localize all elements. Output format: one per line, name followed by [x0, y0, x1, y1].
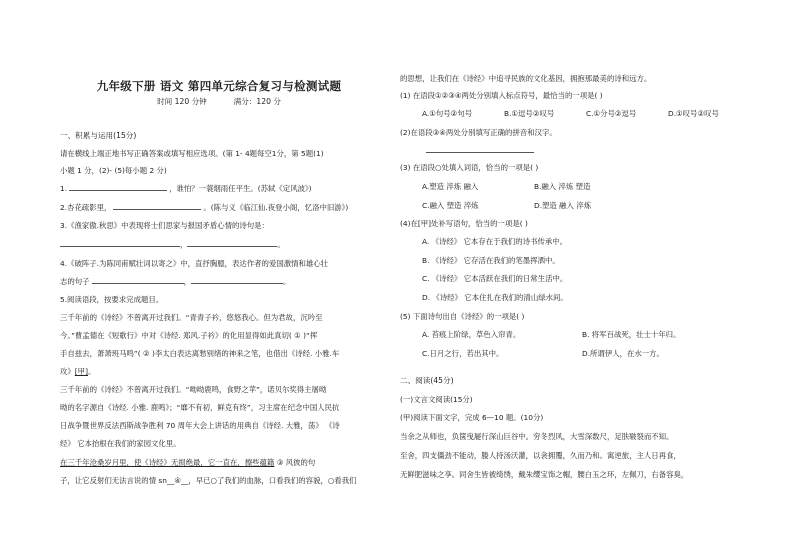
section-1-heading: 一、积累与运用(15分)	[60, 131, 137, 140]
option-5c: C.日月之行，若出其中。	[422, 349, 504, 358]
answer-blank	[191, 283, 283, 284]
instruction-line-1: 请在横线上端正地书写正确答案或填写相应选项。(第 1- 4题每空1分，第 5题(1)	[60, 149, 324, 158]
option-4c: C. 《诗经》 它本活跃在我们的日常生活中。	[422, 274, 568, 283]
instruction-line-2: 小题 1 分，(2)- (5)每小题 2 分)	[60, 166, 167, 175]
reading-passage-line-1: 当余之从师也，负箧曳屣行深山巨谷中。穷冬烈风，大雪深数尺，足肤皲裂而不知。	[400, 432, 674, 441]
exam-score: 满分：120 分	[233, 97, 281, 106]
passage-1-line-2: 今。”曹孟德在《短歌行》中对《诗经. 郑风.子衿》的化用显得如此真切( ① )“挥	[60, 331, 318, 340]
reading-instruction: (甲)阅读下面文字，完成 6—10 题。(10分)	[400, 413, 544, 422]
answer-blank	[60, 246, 180, 247]
exam-time: 时间 120 分钟	[157, 97, 207, 106]
passage-2-line-4: 经》 它本抬根在我们的家园文化里。	[60, 439, 181, 448]
reading-passage-line-3: 无鲜肥滋味之享。同舍生皆被绮绣，戴朱缨宝饰之帽，腰白玉之环，左佩刀，右备容臭，	[400, 470, 689, 479]
option-4a: A. 《诗经》 它本存在于我们的诗书传承中。	[422, 237, 568, 246]
option-5b: B. 将军百战死，壮士十年归。	[582, 330, 681, 339]
exam-meta	[60, 96, 378, 107]
option-5a: A. 苔痕上阶绿，草色入帘青。	[422, 330, 521, 339]
question-4-line-2: 志的句子 ， 。	[60, 277, 291, 286]
option-3b: B.融入 淬炼 塑造	[534, 182, 591, 191]
answer-blank	[187, 246, 277, 247]
question-3: 3.《渔家傲.秋思》中表现将士们思家与报国矛盾心情的诗句是：	[60, 221, 269, 230]
option-5d: D.所谓伊人，在水一方。	[582, 349, 664, 358]
sub-question-3: (3) 在语段○处填入词语，恰当的一项是( )	[400, 163, 539, 172]
answer-blank	[113, 209, 201, 210]
option-3d: D.塑造 融入 淬炼	[534, 201, 592, 210]
sub-question-4: (4)在[甲]处补写语句，恰当的一项是( )	[400, 219, 528, 228]
answer-blank	[92, 283, 184, 284]
section-2-heading: 二、阅读(45分)	[400, 376, 454, 385]
passage-2-line-1: 三千年前的《诗经》不曾离开过我们。“呦呦鹿鸣，食野之苹”，诺贝尔奖得主屠呦	[60, 385, 327, 394]
reading-passage-line-2: 至舍，四支僵劲不能动，媵人持汤沃灌，以衾拥覆，久而乃和。寓逆旅，主人日再食，	[400, 451, 681, 460]
passage-2-line-3: 日战争暨世界反法西斯战争胜利 70 周年大会上讲话的用典自《诗经. 大雅，荡》 《诗	[60, 421, 340, 430]
option-3c: C.融入 塑造 淬炼	[422, 201, 479, 210]
passage-3-line-2: 子，让它反射们无法言说的情 sn__④__，早已○了我们的血脉，口看我们的容貌，○看我们	[60, 476, 357, 485]
question-2: 2.杏花疏影里， 。(陈与义《临江仙.夜登小阁，忆洛中旧游》)	[60, 203, 349, 212]
passage-3-line-1: 在三千年沧桑岁月里，使《诗经》无损绝最，它一直在，擦些蕴籍 ③ 风彼的句	[60, 458, 316, 467]
subsection-heading: (一)文言文阅读(15分)	[400, 395, 473, 404]
question-3-blanks: ， 。	[60, 240, 378, 250]
sub-question-1: (1) 在语段①②③④两处分别填入标点符号，最恰当的一项是( )	[400, 91, 603, 100]
page-title: 九年级下册 语文 第四单元综合复习与检测试题	[96, 79, 342, 93]
option-1a: A.①句号②句号	[422, 109, 473, 118]
question-5: 5.阅读语段，按要求完成题目。	[60, 295, 164, 304]
blank-jia: [甲]	[74, 367, 88, 376]
passage-1-line-4: 攻》[甲]。	[60, 367, 96, 376]
answer-blank	[69, 190, 167, 191]
passage-2-line-2: 呦的名字源自《诗经. 小雅. 鹿鸣》；“靡不有初，鲜克有终”，习主席在纪念中国人民抗	[60, 403, 340, 412]
sub-question-5: (5) 下面诗句出自《诗经》的一项是( )	[400, 312, 525, 321]
option-1b: B.①逗号②叹号	[504, 109, 555, 118]
question-1: 1. ，谁怕？一蓑烟雨任平生。(苏轼《定风波》)	[60, 184, 312, 193]
passage-1-line-1: 三千年前的《诗经》不曾离开过我们。“青青子衿，悠悠我心。但为君故，沉吟至	[60, 313, 323, 322]
right-line-continuation: 的思想，让我们在《诗经》中追寻民族的文化基因，拥抱那最美的诗和远方。	[400, 74, 652, 83]
option-1c: C.①分号②逗号	[586, 109, 637, 118]
question-4-line-1: 4.《破阵子.为陈同甫赋壮词以寄之》中，直抒胸臆，表达作者的爱国激情和雄心壮	[60, 259, 329, 268]
answer-blank	[426, 152, 534, 153]
option-3a: A.塑造 淬炼 融入	[422, 182, 479, 191]
option-4b: B. 《诗经》 它存活在我们的笔墨挥洒中。	[422, 256, 560, 265]
option-4d: D. 《诗经》 它本住扎在我们的清山绿水间。	[422, 293, 568, 302]
sub-question-2: (2)在语段③④两处分别填写正确的拼音和汉字。	[400, 128, 557, 137]
option-1d: D.①叹号②叹号	[668, 109, 719, 118]
passage-1-line-3: 手自兹去，萧萧班马鸣”( ② )李太白表达离愁别绪的神来之笔，也借出《诗经. 小雅.车	[60, 349, 340, 358]
